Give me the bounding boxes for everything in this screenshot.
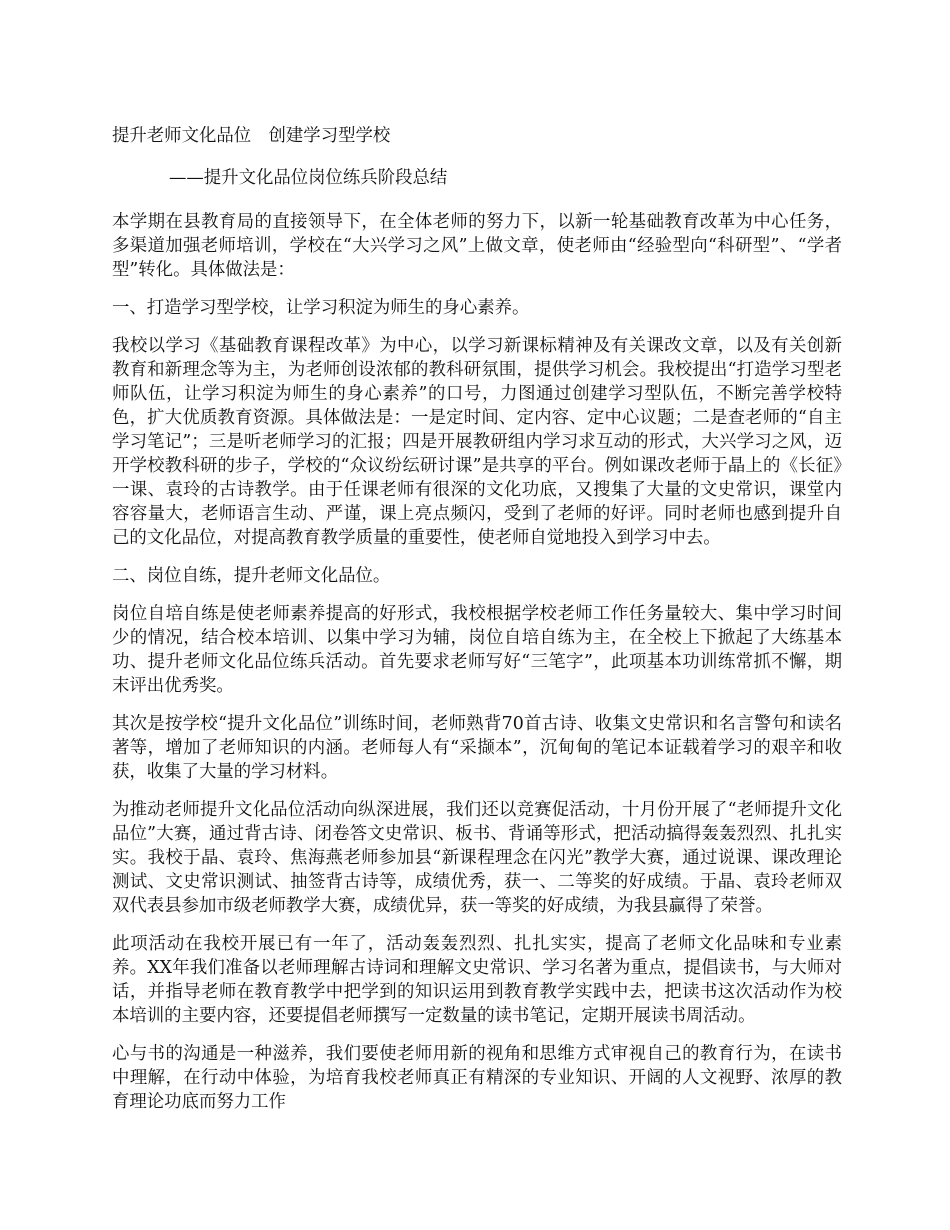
- section-2-paragraph-3: 为推动老师提升文化品位活动向纵深进展，我们还以竞赛促活动，十月份开展了“老师提升文化品位”大赛，通过背古诗、闭卷答文史常识、板书、背诵等形式，把活动搞得轰轰烈烈、扎扎实实。我校于晶、袁玲、焦海燕老师参加县“新课程理念在闪光”教学大赛，通过说课、课改理论测试、文史常识测试、抽签背古诗等，成绩优秀，获一、二等奖的好成绩。于晶、袁玲老师双双代表县参加市级老师教学大赛，成绩优异，获一等奖的好成绩，为我县赢得了荣誉。: [112, 800, 842, 916]
- section-1-paragraph: 我校以学习《基础教育课程改革》为中心，以学习新课标精神及有关课改文章，以及有关创新教育和新理念等为主，为老师创设浓郁的教科研氛围，提供学习机会。我校提出“打造学习型老师队伍，让学习积淀为师生的身心素养”的口号，力图通过创建学习型队伍，不断完善学校特色，扩大优质教育资源。具体做法是：一是定时间、定内容、定中心议题；二是查老师的“自主学习笔记”；三是听老师学习的汇报；四是开展教研组内学习求互动的形式，大兴学习之风，迈开学校教科研的步子，学校的“众议纷纭研讨课”是共享的平台。例如课改老师于晶上的《长征》一课、袁玲的古诗教学。由于任课老师有很深的文化功底，又搜集了大量的文史常识，课堂内容容量大，老师语言生动、严谨，课上亮点频闪，受到了老师的好评。同时老师也感到提升自己的文化品位，对提高教育教学质量的重要性，使老师自觉地投入到学习中去。: [112, 336, 842, 548]
- closing-paragraph: 心与书的沟通是一种滋养，我们要使老师用新的视角和思维方式审视自己的教育行为，在读书中理解，在行动中体验，为培育我校老师真正有精深的专业知识、开阔的人文视野、浓厚的教育理论功底而努力工作: [112, 1044, 842, 1112]
- section-heading-1: 一、打造学习型学校，让学习积淀为师生的身心素养。: [112, 298, 530, 318]
- section-2-paragraph-2: 其次是按学校“提升文化品位”训练时间，老师熟背70首古诗、收集文史常识和名言警句和读名著等，增加了老师知识的内涵。老师每人有“采撷本”，沉甸甸的笔记本证载着学习的艰辛和收获，收集了大量的学习材料。: [112, 714, 842, 782]
- document-subtitle: ——提升文化品位岗位练兵阶段总结: [169, 168, 448, 188]
- intro-paragraph: 本学期在县教育局的直接领导下，在全体老师的努力下，以新一轮基础教育改革为中心任务，多渠道加强老师培训，学校在“大兴学习之风”上做文章，使老师由“经验型向“科研型”、“学者型”转化。具体做法是：: [112, 212, 842, 280]
- section-heading-2: 二、岗位自练，提升老师文化品位。: [112, 566, 391, 586]
- section-2-paragraph-1: 岗位自培自练是使老师素养提高的好形式，我校根据学校老师工作任务量较大、集中学习时间少的情况，结合校本培训、以集中学习为辅，岗位自培自练为主，在全校上下掀起了大练基本功、提升老师文化品位练兵活动。首先要求老师写好“三笔字”，此项基本功训练常抓不懈，期末评出优秀奖。: [112, 604, 842, 696]
- section-2-paragraph-4: 此项活动在我校开展已有一年了，活动轰轰烈烈、扎扎实实，提高了老师文化品味和专业素养。XX年我们准备以老师理解古诗词和理解文史常识、学习名著为重点，提倡读书，与大师对话，并指导老师在教育教学中把学到的知识运用到教育教学实践中去，把读书这次活动作为校本培训的主要内容，还要提倡老师撰写一定数量的读书笔记，定期开展读书周活动。: [112, 934, 842, 1026]
- document-title: 提升老师文化品位 创建学习型学校: [112, 126, 391, 146]
- document-page: [112, 124, 842, 1114]
